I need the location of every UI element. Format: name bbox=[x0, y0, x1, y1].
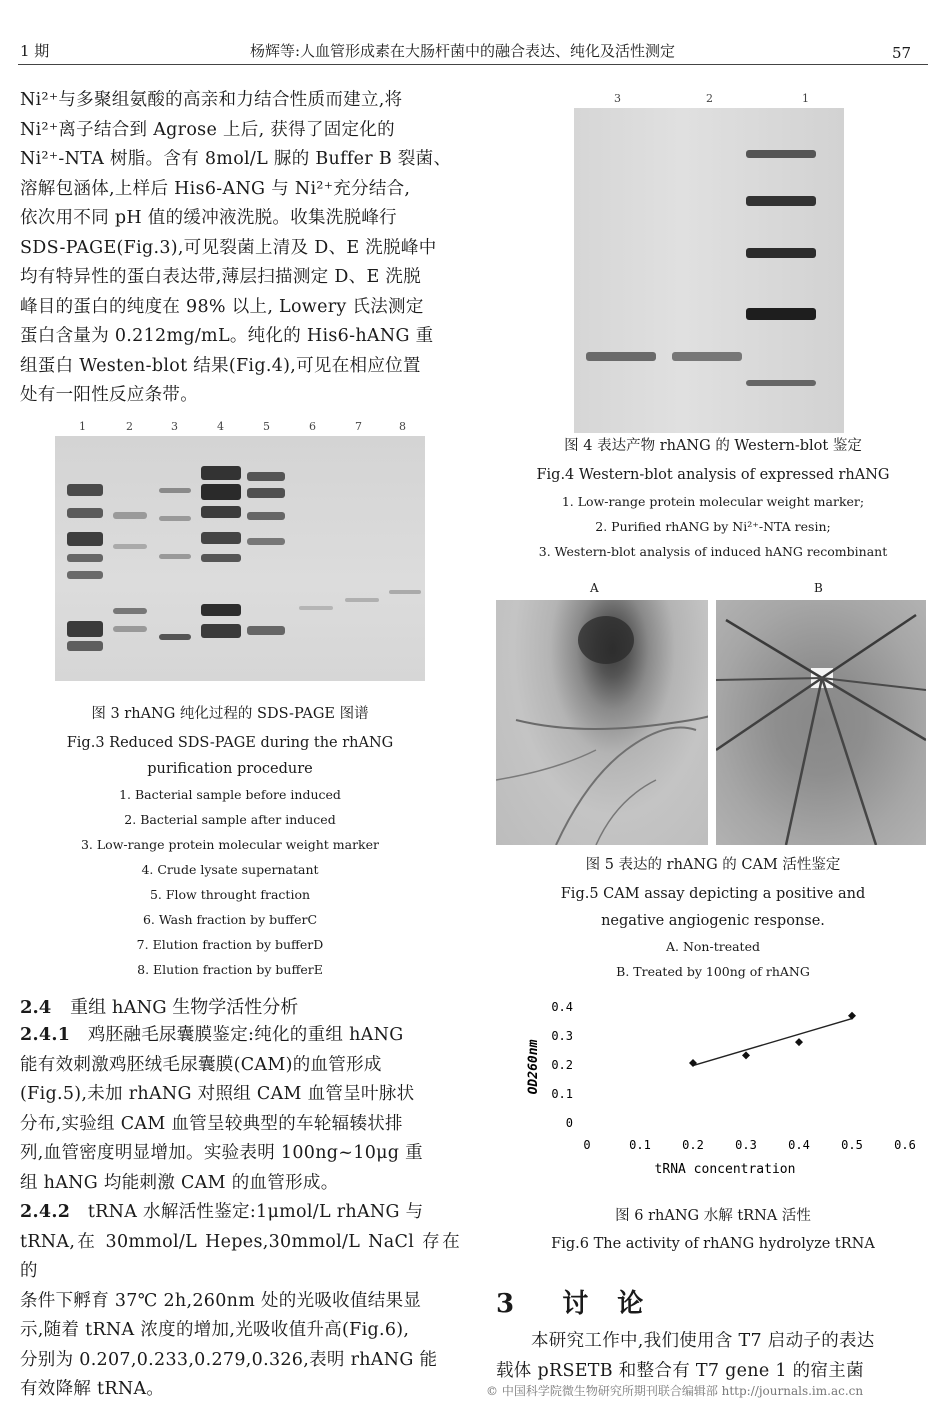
y-tick-label: 0 bbox=[565, 1116, 573, 1130]
legend-item: 6. Wash fraction by bufferC bbox=[142, 912, 318, 927]
fig4-caption-en: Fig.4 Western-blot analysis of expressed rhANG bbox=[536, 467, 890, 483]
gel-lane-label: 1 bbox=[79, 420, 86, 433]
trend-line bbox=[693, 1019, 852, 1066]
fig4-legend bbox=[496, 489, 930, 564]
text-line: 能有效刺激鸡胚绒毛尿囊膜(CAM)的血管形成 bbox=[20, 1054, 382, 1075]
gel-lane-label: 4 bbox=[217, 420, 224, 433]
gel-band bbox=[67, 554, 103, 562]
blot-band bbox=[746, 380, 816, 386]
chart-y-label: OD260nm bbox=[526, 1039, 541, 1095]
data-point bbox=[795, 1038, 803, 1046]
gel-band bbox=[247, 512, 285, 520]
gel-lane-label: 5 bbox=[263, 420, 270, 433]
section-title: 讨 论 bbox=[562, 1289, 654, 1319]
text-line: 有效降解 tRNA。 bbox=[20, 1379, 165, 1399]
gel-band bbox=[67, 621, 103, 637]
text-line: 分布,实验组 CAM 血管呈较典型的车轮辐辏状排 bbox=[20, 1113, 403, 1134]
fig6-caption-en: Fig.6 The activity of rhANG hydrolyze tRNA bbox=[551, 1236, 875, 1252]
y-tick-label: 0.1 bbox=[551, 1087, 573, 1101]
fig3-legend bbox=[20, 782, 440, 982]
legend-item: 2. Bacterial sample after induced bbox=[124, 812, 336, 827]
blot-band bbox=[746, 308, 816, 320]
text-line: Ni²⁺离子结合到 Agrose 上后, 获得了固定化的 bbox=[20, 119, 395, 140]
gel-band bbox=[201, 506, 241, 518]
text-line: 蛋白含量为 0.212mg/mL。纯化的 His6-hANG 重 bbox=[20, 326, 434, 346]
text-line: tRNA,在 30mmol/L Hepes,30mmol/L NaCl 存在的 bbox=[20, 1231, 460, 1281]
gel-band bbox=[247, 538, 285, 545]
chart-x-label: tRNA concentration bbox=[654, 1162, 796, 1177]
section-2-4-1-paragraph bbox=[20, 1021, 460, 1405]
blot-band bbox=[746, 248, 816, 258]
text-line: 峰目的蛋白的纯度在 98% 以上, Lowery 氏法测定 bbox=[20, 296, 424, 317]
section-heading-3 bbox=[496, 1283, 653, 1320]
legend-item: 1. Low-range protein molecular weight marker; bbox=[561, 494, 865, 509]
section-number: 2.4 bbox=[20, 997, 52, 1018]
y-tick-label: 0.3 bbox=[551, 1029, 573, 1043]
data-point bbox=[742, 1051, 750, 1059]
section-title: 重组 hANG 生物学活性分析 bbox=[70, 997, 299, 1018]
x-tick-label: 0.2 bbox=[682, 1138, 704, 1152]
gel-band bbox=[247, 626, 285, 635]
legend-item: 5. Flow throught fraction bbox=[149, 887, 311, 902]
text-line: 本研究工作中,我们使用含 T7 启动子的表达 bbox=[531, 1331, 875, 1351]
text-line: 载体 pRSETB 和整合有 T7 gene 1 的宿主菌 bbox=[496, 1360, 864, 1381]
legend-item: 3. Western-blot analysis of induced hANG recombinant bbox=[538, 544, 888, 559]
text-line bbox=[20, 1198, 460, 1228]
text-line: Ni²⁺与多聚组氨酸的高亲和力结合性质而建立,将 bbox=[20, 90, 403, 110]
text-line: 处有一阳性反应条带。 bbox=[20, 385, 198, 405]
gel-band bbox=[159, 634, 191, 640]
fig3-gel-figure bbox=[55, 418, 425, 683]
text-line: (Fig.5),未加 rhANG 对照组 CAM 血管呈叶脉状 bbox=[20, 1084, 415, 1104]
gel-band bbox=[67, 484, 103, 496]
text-line-content: 鸡胚融毛尿囊膜鉴定:纯化的重组 hANG bbox=[87, 1025, 404, 1045]
subsection-number: 2.4.1 bbox=[20, 1025, 71, 1045]
gel-lane-label: 8 bbox=[399, 420, 406, 433]
gel-band bbox=[159, 516, 191, 521]
legend-item: 7. Elution fraction by bufferD bbox=[136, 937, 324, 952]
cam-photo-a-untreated bbox=[496, 600, 708, 845]
panel-label-a: A bbox=[590, 581, 599, 595]
gel-band bbox=[201, 604, 241, 616]
gel-band bbox=[113, 544, 147, 549]
running-title: 杨辉等:人血管形成素在大肠杆菌中的融合表达、纯化及活性测定 bbox=[250, 42, 676, 60]
fig3-caption-cn: 图 3 rhANG 纯化过程的 SDS-PAGE 图谱 bbox=[91, 706, 369, 722]
blot-lane-label: 1 bbox=[802, 92, 809, 105]
fig5-legend bbox=[496, 934, 930, 984]
text-line: 条件下孵育 37℃ 2h,260nm 处的光吸收值结果显 bbox=[20, 1290, 422, 1311]
header-rule bbox=[18, 64, 928, 65]
gel-band bbox=[159, 488, 191, 493]
chart-marks bbox=[689, 1012, 856, 1067]
blot-lane-label: 3 bbox=[614, 92, 621, 105]
gel-band bbox=[67, 641, 103, 651]
intro-paragraph bbox=[20, 86, 460, 411]
text-line: 依次用不同 pH 值的缓冲液洗脱。收集洗脱峰行 bbox=[20, 208, 397, 228]
blot-band bbox=[672, 352, 742, 361]
fig5-caption-en: Fig.5 CAM assay depicting a positive and bbox=[560, 886, 866, 902]
y-tick-label: 0.4 bbox=[551, 1000, 573, 1014]
fig5-caption-en-cont: negative angiogenic response. bbox=[601, 913, 825, 929]
blot-lane-label: 2 bbox=[706, 92, 713, 105]
blot-band bbox=[746, 150, 816, 158]
gel-band bbox=[389, 590, 421, 594]
section-number: 3 bbox=[496, 1289, 525, 1319]
legend-item: 3. Low-range protein molecular weight marker bbox=[80, 837, 380, 852]
gel-band bbox=[201, 466, 241, 480]
gel-band bbox=[201, 484, 241, 500]
fig6-caption-cn: 图 6 rhANG 水解 tRNA 活性 bbox=[615, 1208, 811, 1224]
fig6-od-chart bbox=[515, 995, 925, 1185]
fig4-western-blot-figure bbox=[574, 90, 844, 435]
text-line bbox=[20, 1021, 460, 1051]
gel-band bbox=[159, 554, 191, 559]
vessel-pattern bbox=[496, 600, 708, 845]
issue-label: 1 期 bbox=[20, 42, 50, 60]
section-heading-2-4 bbox=[20, 993, 298, 1019]
fig3-caption-en: Fig.3 Reduced SDS-PAGE during the rhANG bbox=[66, 735, 394, 751]
gel-band bbox=[299, 606, 333, 610]
blot-band bbox=[746, 196, 816, 206]
gel-band bbox=[67, 571, 103, 579]
page-footer: © 中国科学院微生物研究所期刊联合编辑部 http://journals.im.ac.cn bbox=[486, 1384, 864, 1398]
x-tick-label: 0.6 bbox=[894, 1138, 916, 1152]
x-tick-label: 0.1 bbox=[629, 1138, 651, 1152]
gel-band bbox=[201, 532, 241, 544]
x-tick-label: 0 bbox=[583, 1138, 591, 1152]
gel-band bbox=[67, 508, 103, 518]
fig5-caption-cn: 图 5 表达的 rhANG 的 CAM 活性鉴定 bbox=[585, 857, 841, 873]
text-line: 示,随着 tRNA 浓度的增加,光吸收值升高(Fig.6), bbox=[20, 1320, 410, 1340]
fig3-caption-en-cont: purification procedure bbox=[147, 761, 313, 777]
text-line: SDS-PAGE(Fig.3),可见裂菌上清及 D、E 洗脱峰中 bbox=[20, 237, 437, 258]
text-line: 均有特异性的蛋白表达带,薄层扫描测定 D、E 洗脱 bbox=[20, 267, 421, 287]
vessel-pattern bbox=[716, 600, 926, 845]
text-line: Ni²⁺-NTA 树脂。含有 8mol/L 脲的 Buffer B 裂菌、 bbox=[20, 149, 452, 169]
gel-lane-label: 6 bbox=[309, 420, 316, 433]
section-3-paragraph bbox=[496, 1327, 930, 1386]
gel-band bbox=[201, 624, 241, 638]
gel-lane-label: 3 bbox=[171, 420, 178, 433]
legend-item: 1. Bacterial sample before induced bbox=[119, 787, 341, 802]
cam-photo-b-treated bbox=[716, 600, 926, 845]
fig4-caption-cn: 图 4 表达产物 rhANG 的 Western-blot 鉴定 bbox=[564, 438, 862, 454]
gel-band bbox=[113, 512, 147, 519]
text-line: 组 hANG 均能刺激 CAM 的血管形成。 bbox=[20, 1172, 339, 1193]
sds-page-gel-image bbox=[55, 436, 425, 681]
western-blot-image bbox=[574, 108, 844, 433]
blot-band bbox=[586, 352, 656, 361]
text-line: 溶解包涵体,上样后 His6-ANG 与 Ni²⁺充分结合, bbox=[20, 178, 411, 199]
data-point bbox=[848, 1012, 856, 1020]
gel-band bbox=[113, 626, 147, 632]
legend-item: B. Treated by 100ng of rhANG bbox=[616, 964, 810, 979]
text-line: 组蛋白 Westen-blot 结果(Fig.4),可见在相应位置 bbox=[20, 355, 421, 376]
legend-item: 2. Purified rhANG by Ni²⁺-NTA resin; bbox=[595, 519, 831, 534]
gel-band bbox=[67, 532, 103, 546]
gel-band bbox=[247, 472, 285, 481]
gel-band bbox=[345, 598, 379, 602]
y-tick-label: 0.2 bbox=[551, 1058, 573, 1072]
text-line: 列,血管密度明显增加。实验表明 100ng~10μg 重 bbox=[20, 1143, 423, 1163]
legend-item: 4. Crude lysate supernatant bbox=[141, 862, 319, 877]
gel-band bbox=[247, 488, 285, 498]
subsection-number: 2.4.2 bbox=[20, 1202, 71, 1222]
page-number: 57 bbox=[892, 44, 912, 62]
data-point bbox=[689, 1059, 697, 1067]
text-line: 分别为 0.207,0.233,0.279,0.326,表明 rhANG 能 bbox=[20, 1349, 438, 1370]
gel-band bbox=[201, 554, 241, 562]
gel-band bbox=[113, 608, 147, 614]
chart-ticks bbox=[551, 1000, 916, 1152]
legend-item: A. Non-treated bbox=[666, 939, 760, 954]
x-tick-label: 0.3 bbox=[735, 1138, 757, 1152]
legend-item: 8. Elution fraction by bufferE bbox=[137, 962, 323, 977]
panel-label-b: B bbox=[814, 581, 823, 595]
gel-lane-label: 2 bbox=[126, 420, 133, 433]
x-tick-label: 0.4 bbox=[788, 1138, 810, 1152]
text-line-content: tRNA 水解活性鉴定:1μmol/L rhANG 与 bbox=[87, 1202, 424, 1222]
gel-lane-label: 7 bbox=[355, 420, 362, 433]
x-tick-label: 0.5 bbox=[841, 1138, 863, 1152]
